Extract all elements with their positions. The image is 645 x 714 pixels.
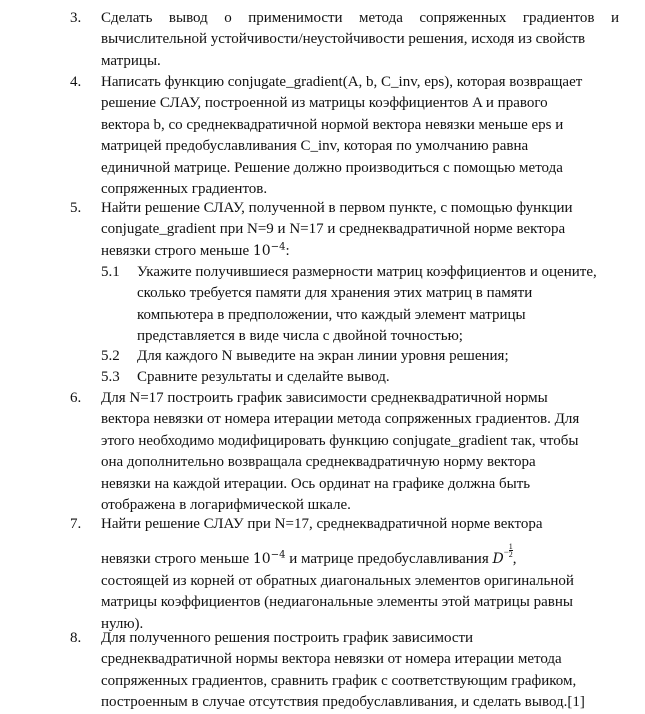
text-line: памяти компьютера в предположении, что каждый элемент матрицы (137, 285, 533, 323)
text-line: вычислительной устойчивости/неустойчивости решения, исходя из свойств (101, 31, 586, 48)
item-number: 4. (70, 74, 82, 90)
text-line: conjugate_gradient при N=9 и N=17 и среднеквадратичной норме вектора (101, 221, 566, 238)
text-line: матрицей предобуславливания C_inv, которая по умолчанию равна (101, 138, 529, 155)
text-line: Сравните результаты и сделайте вывод. (137, 369, 390, 385)
math-exponent: −4 (270, 241, 286, 253)
math-base: 10 (252, 551, 271, 568)
text-line: Укажите получившиеся размерности матриц коэффициентов и (137, 264, 538, 280)
math-matrix-d (492, 551, 503, 567)
text-line: сопряженных градиентов. (101, 181, 268, 198)
text-line: единичной матрице. Решение должно производиться с помощью метода (101, 159, 563, 176)
text-line: вектора невязки от номера итерации метода сопряженных градиентов. Для (101, 411, 580, 428)
math-exponent-sign: − (503, 547, 509, 558)
text-line: состоящей из корней от обратных диагональных элементов оригинальной (101, 572, 574, 589)
sub-item-number: 5.3 (101, 369, 120, 385)
text-fragment: невязки строго меньше (101, 242, 253, 259)
text-line: построенным в случае отсутствия предобуславливания, и сделать вывод.[1] (101, 694, 585, 711)
text-fragment: : (285, 242, 290, 259)
math-power-of-ten (253, 243, 286, 259)
text-line: этого необходимо модифицировать функцию conjugate_gradient так, чтобы (101, 432, 579, 449)
text-line: Сделать вывод о применимости метода сопряженных градиентов и (101, 10, 619, 26)
text-line: Найти решение СЛАУ при N=17, среднеквадратичной норме вектора (101, 516, 543, 532)
item-text (101, 514, 619, 635)
text-line: матрицы. (101, 52, 161, 69)
math-exponent: −4 (270, 549, 286, 561)
text-line-with-math (101, 543, 619, 570)
item-number: 3. (70, 10, 82, 26)
text-fragment: , (512, 551, 517, 568)
item-text (101, 8, 619, 72)
sub-item-text (137, 367, 612, 388)
text-line: решение СЛАУ, построенной из матрицы коэффициентов A и правого (101, 95, 548, 112)
text-line: Для каждого N выведите на экран линии уровня решения; (137, 348, 509, 364)
math-symbol: D (492, 551, 504, 568)
text-line: вектора b, со среднеквадратичной нормой вектора невязки меньше eps и (101, 116, 564, 133)
text-line: она дополнительно возвращала среднеквадратичную норму вектора (101, 454, 536, 471)
text-fragment: и матрице предобуславливания (285, 551, 493, 568)
text-line: Для N=17 построить график зависимости среднеквадратичной нормы (101, 390, 548, 406)
text-line: Найти решение СЛАУ, полученной в первом пункте, с помощью функции (101, 200, 573, 216)
sub-item-number: 5.1 (101, 264, 120, 280)
sub-item-number: 5.2 (101, 348, 120, 364)
sub-item-text (137, 262, 612, 348)
text-line: представляется в виде числа с двойной точностью; (137, 328, 463, 345)
text-line: сопряженных градиентов, сравнить график с соответствующим графиком, (101, 672, 577, 689)
item-text (101, 628, 619, 714)
text-line: отображена в логарифмической шкале. (101, 497, 351, 514)
item-text (101, 198, 619, 262)
text-line-with-math (101, 241, 619, 262)
item-number: 8. (70, 630, 82, 646)
text-line: Написать функцию conjugate_gradient(A, b, C_inv, eps), которая возвращает (101, 74, 583, 90)
text-line: оцените, сколько требуется памяти для хранения этих матриц в (137, 264, 597, 302)
text-line: матрицы коэффициентов (недиагональные элементы этой матрицы равны (101, 594, 573, 611)
fraction-denominator: 2 (508, 550, 513, 560)
item-number: 7. (70, 516, 82, 532)
text-line: невязки на каждой итерации. Ось ординат на графике должна быть (101, 475, 531, 492)
text-line: среднеквадратичной нормы вектора невязки от номера итерации метода (101, 651, 562, 668)
text-line: Для полученного решения построить график зависимости (101, 630, 474, 646)
item-text (101, 72, 619, 200)
item-number: 6. (70, 390, 82, 406)
item-text (101, 388, 619, 516)
fraction-numerator: 1 (508, 542, 513, 552)
math-power-of-ten (253, 551, 286, 567)
item-number: 5. (70, 200, 82, 216)
text-line: нулю). (101, 615, 144, 632)
math-base: 10 (252, 242, 271, 259)
sub-item-text (137, 346, 612, 367)
text-fragment: невязки строго меньше (101, 551, 253, 568)
